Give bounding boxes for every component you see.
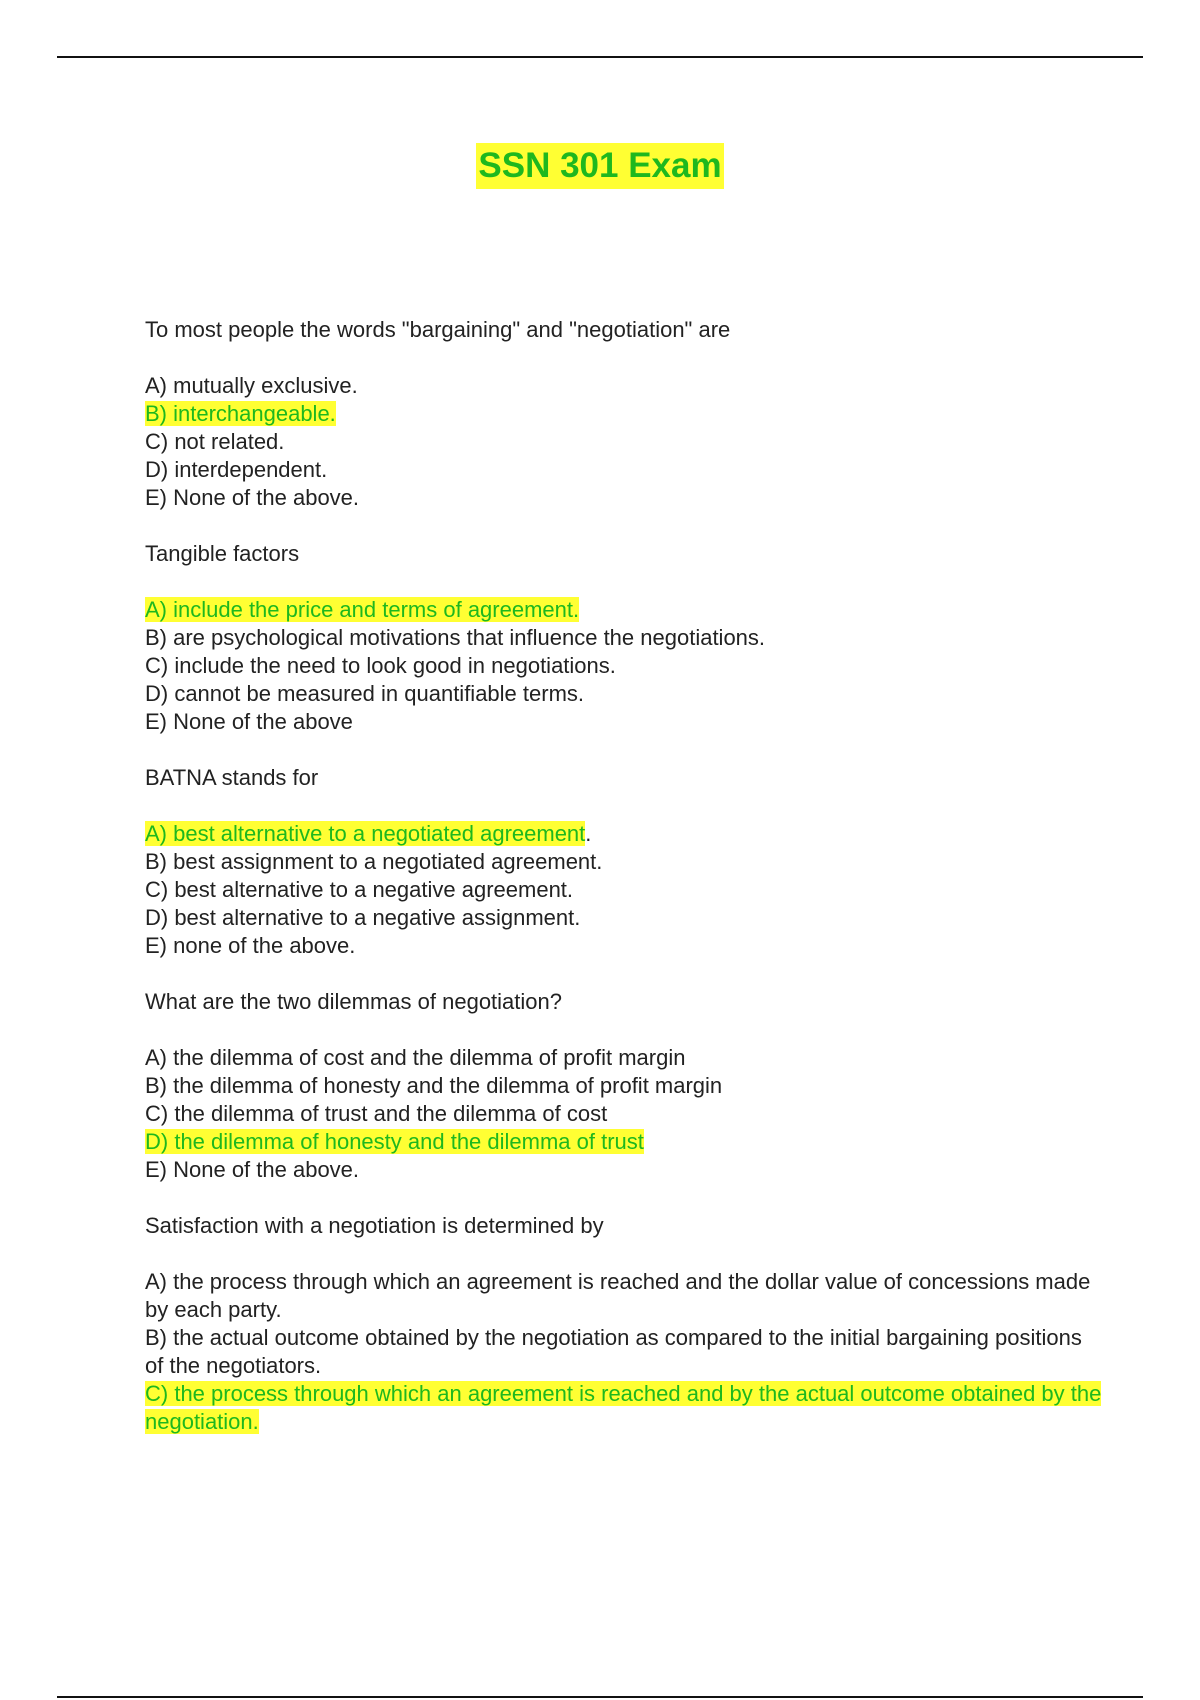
question-prompt: Tangible factors (145, 541, 300, 566)
highlighted-answer: C) the process through which an agreement is reached and by the actual outcome obtained by the negotiation. (145, 1381, 1102, 1434)
question-prompt: To most people the words "bargaining" and "negotiation" are (145, 317, 731, 342)
option-text: C) include the need to look good in negotiations. (145, 653, 616, 678)
answer-option (145, 400, 1105, 428)
option-text: E) None of the above. (145, 1157, 360, 1182)
highlighted-answer: A) include the price and terms of agreement. (145, 597, 580, 622)
answer-option (145, 1156, 1105, 1184)
answer-option (145, 428, 1105, 456)
answer-option (145, 680, 1105, 708)
title-wrap (0, 143, 1200, 189)
answer-option (145, 1100, 1105, 1128)
option-text: B) are psychological motivations that influence the negotiations. (145, 625, 766, 650)
answer-option (145, 1268, 1105, 1324)
option-text: A) the dilemma of cost and the dilemma of profit margin (145, 1045, 686, 1070)
highlighted-answer: A) best alternative to a negotiated agreement (145, 821, 586, 846)
question-block (145, 540, 1105, 736)
top-rule (57, 56, 1143, 58)
answer-option (145, 1072, 1105, 1100)
answer-option (145, 1128, 1105, 1156)
bottom-rule (57, 1696, 1143, 1698)
question-prompt: BATNA stands for (145, 765, 319, 790)
answer-option (145, 1324, 1105, 1380)
answer-option (145, 820, 1105, 848)
answer-option (145, 848, 1105, 876)
option-text: D) best alternative to a negative assignment. (145, 905, 581, 930)
answer-option (145, 372, 1105, 400)
option-text: C) the dilemma of trust and the dilemma of cost (145, 1101, 608, 1126)
question-prompt: What are the two dilemmas of negotiation? (145, 989, 563, 1014)
highlighted-answer: D) the dilemma of honesty and the dilemma of trust (145, 1129, 644, 1154)
answer-option (145, 904, 1105, 932)
option-text: A) mutually exclusive. (145, 373, 358, 398)
answer-option (145, 456, 1105, 484)
answer-option (145, 1380, 1105, 1436)
option-text: D) cannot be measured in quantifiable terms. (145, 681, 585, 706)
option-text: E) None of the above. (145, 485, 360, 510)
option-text: E) none of the above. (145, 933, 356, 958)
option-text: C) best alternative to a negative agreement. (145, 877, 574, 902)
option-text: . (585, 821, 592, 846)
option-text: B) the actual outcome obtained by the negotiation as compared to the initial bargaining positions of the negotiators. (145, 1325, 1082, 1378)
page-title: SSN 301 Exam (476, 143, 723, 189)
highlighted-answer: B) interchangeable. (145, 401, 336, 426)
option-text: B) best assignment to a negotiated agreement. (145, 849, 603, 874)
answer-option (145, 932, 1105, 960)
option-text: A) the process through which an agreement is reached and the dollar value of concessions made by each party. (145, 1269, 1091, 1322)
question-block (145, 1212, 1105, 1436)
answer-option (145, 484, 1105, 512)
question-block (145, 316, 1105, 512)
answer-option (145, 624, 1105, 652)
answer-option (145, 1044, 1105, 1072)
answer-option (145, 596, 1105, 624)
question-prompt: Satisfaction with a negotiation is determined by (145, 1213, 604, 1238)
question-block (145, 764, 1105, 960)
option-text: B) the dilemma of honesty and the dilemma of profit margin (145, 1073, 723, 1098)
answer-option (145, 708, 1105, 736)
question-list (145, 316, 1105, 1464)
option-text: D) interdependent. (145, 457, 328, 482)
answer-option (145, 652, 1105, 680)
option-text: E) None of the above (145, 709, 353, 734)
answer-option (145, 876, 1105, 904)
question-block (145, 988, 1105, 1184)
option-text: C) not related. (145, 429, 285, 454)
